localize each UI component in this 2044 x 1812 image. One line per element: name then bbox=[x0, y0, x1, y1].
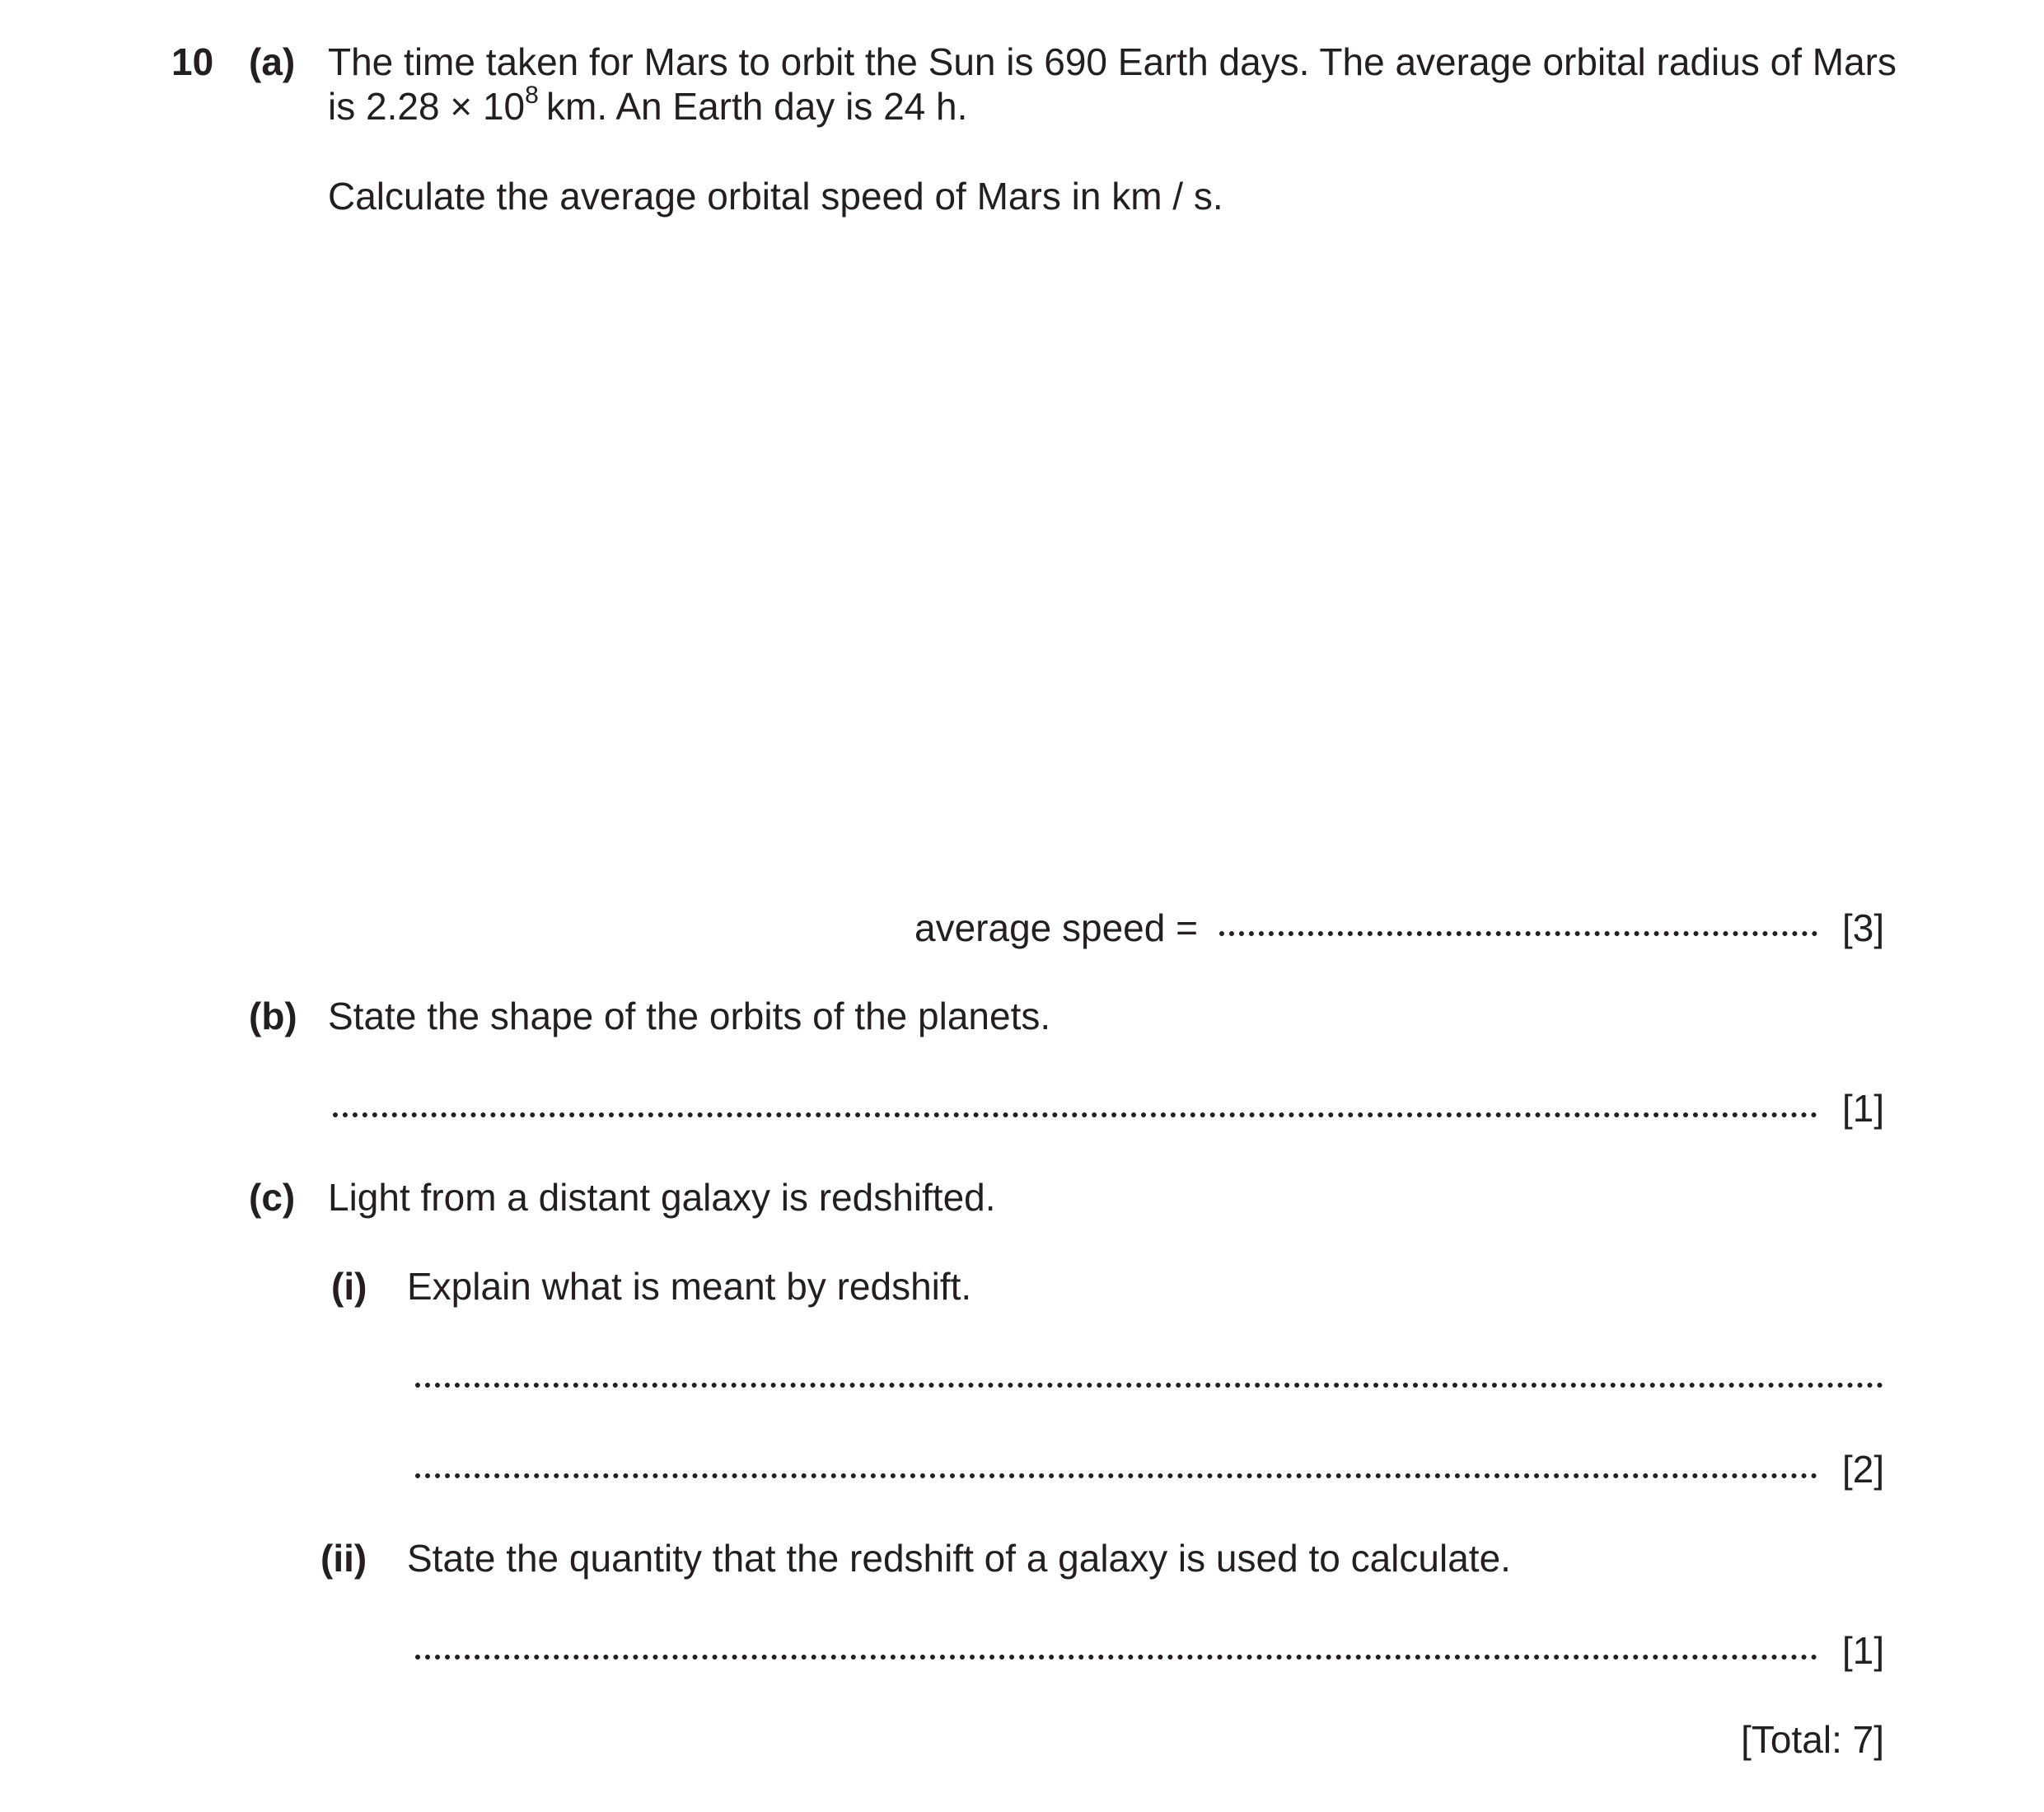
marks-b: [1] bbox=[1842, 1087, 1885, 1130]
part-b-text: State the shape of the orbits of the planets. bbox=[328, 995, 1051, 1037]
part-a-text-line2 bbox=[328, 81, 968, 129]
question-number: 10 bbox=[171, 40, 214, 83]
marks-c-i: [2] bbox=[1842, 1448, 1885, 1491]
answer-line-average-speed[interactable] bbox=[1219, 931, 1817, 936]
answer-line-c-ii[interactable] bbox=[415, 1655, 1817, 1660]
part-a-line2-prefix: is 2.28 × 10 bbox=[328, 85, 526, 128]
part-c-ii-text: State the quantity that the redshift of a galaxy is used to calculate. bbox=[407, 1537, 1511, 1580]
part-a-label: (a) bbox=[249, 40, 296, 83]
part-a-text-line1: The time taken for Mars to orbit the Sun is 690 Earth days. The average orbital radius of Mars bbox=[328, 40, 1897, 83]
answer-line-b[interactable] bbox=[333, 1112, 1817, 1117]
part-b-label: (b) bbox=[249, 995, 297, 1037]
marks-a: [3] bbox=[1842, 906, 1885, 949]
marks-c-ii: [1] bbox=[1842, 1629, 1885, 1672]
part-c-ii-label: (ii) bbox=[320, 1537, 367, 1580]
total-marks: [Total: 7] bbox=[1741, 1718, 1884, 1761]
part-c-text: Light from a distant galaxy is redshifted. bbox=[328, 1176, 996, 1219]
part-c-label: (c) bbox=[249, 1176, 296, 1219]
part-c-i-text: Explain what is meant by redshift. bbox=[407, 1265, 972, 1308]
part-a-line2-suffix: km. An Earth day is 24 h. bbox=[546, 85, 968, 128]
part-a-exponent: 8 bbox=[525, 81, 539, 109]
part-c-i-label: (i) bbox=[331, 1265, 367, 1308]
answer-line-c-i-1[interactable] bbox=[415, 1383, 1883, 1388]
answer-line-c-i-2[interactable] bbox=[415, 1473, 1817, 1478]
part-a-instruction: Calculate the average orbital speed of Mars in km / s. bbox=[328, 175, 1223, 218]
answer-label-average-speed: average speed = bbox=[914, 906, 1198, 949]
